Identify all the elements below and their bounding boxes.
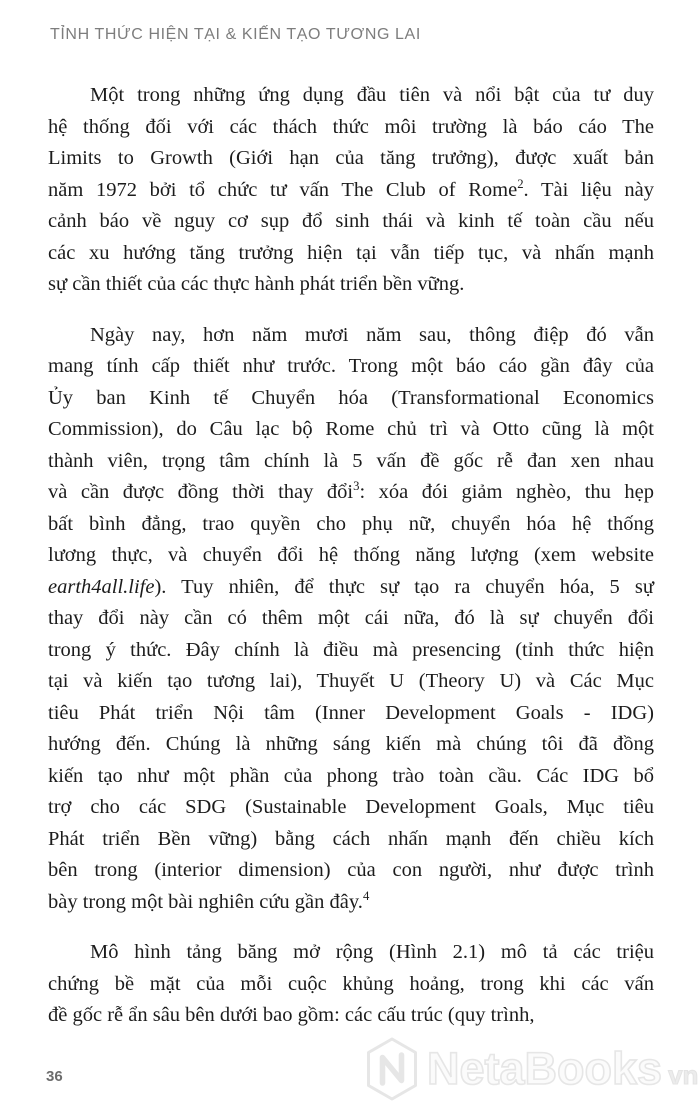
text-line: tiêu Phát triển Nội tâm (Inner Development Goals - IDG) xyxy=(48,701,654,724)
text-line: bày trong một bài nghiên cứu gần đây.$^4$ xyxy=(48,888,370,913)
netabooks-watermark xyxy=(364,1036,698,1102)
text-line: kiến tạo như một phần của phong trào toàn cầu. Các IDG bổ xyxy=(48,764,654,787)
text-line: Limits to Growth (Giới hạn của tăng trưởng), được xuất bản xyxy=(48,147,654,169)
paragraph xyxy=(48,320,654,919)
paragraph xyxy=(48,937,654,1032)
text-line: mang tính cấp thiết như trước. Trong một báo cáo gần đây của xyxy=(48,355,654,377)
text-line: Ngày nay, hơn năm mươi năm sau, thông điệp đó vẫn xyxy=(90,323,654,346)
netabooks-hexagon-n-icon xyxy=(364,1036,420,1102)
text-line: bên trong (interior dimension) của con người, như được trình xyxy=(48,859,654,881)
text-line: Một trong những ứng dụng đầu tiên và nổi bật của tư duy xyxy=(90,84,654,106)
text-line: trợ cho các SDG (Sustainable Development Goals, Mục tiêu xyxy=(48,796,654,818)
text-line: lương thực, và chuyển đổi hệ thống năng lượng (xem website xyxy=(48,544,654,566)
text-line: bất bình đẳng, trao quyền cho phụ nữ, chuyển hóa hệ thống xyxy=(48,512,654,535)
paragraph xyxy=(48,80,654,301)
text-line: đề gốc rễ ẩn sâu bên dưới bao gồm: các cấu trúc (quy trình, xyxy=(48,1004,535,1026)
text-line: cảnh báo về nguy cơ sụp đổ sinh thái và kinh tế toàn cầu nếu xyxy=(48,210,654,232)
watermark-text xyxy=(427,1043,698,1095)
text-line: Phát triển Bền vững) bằng cách nhấn mạnh đến chiều kích xyxy=(48,827,654,850)
running-header: TỈNH THỨC HIỆN TẠI & KIẾN TẠO TƯƠNG LAI xyxy=(50,26,421,43)
text-line: tại và kiến tạo tương lai), Thuyết U (Theory U) và Các Mục xyxy=(48,670,654,692)
text-line: Ủy ban Kinh tế Chuyển hóa (Transformational Economics xyxy=(48,386,654,409)
text-line: earth4all.life). Tuy nhiên, để thực sự tạo ra chuyển hóa, 5 sự xyxy=(48,575,654,598)
text-line: các xu hướng tăng trưởng hiện tại vẫn tiếp tục, và nhấn mạnh xyxy=(48,241,654,264)
text-line: hệ thống đối với các thách thức môi trường là báo cáo The xyxy=(48,115,654,138)
text-line: năm 1972 bởi tổ chức tư vấn The Club of Rome$^2$. Tài liệu này xyxy=(48,176,654,201)
page-number: 36 xyxy=(46,1068,63,1085)
text-line: hướng đến. Chúng là những sáng kiến mà chúng tôi đã đồng xyxy=(48,733,654,755)
text-line: Commission), do Câu lạc bộ Rome chủ trì và Otto cũng là một xyxy=(48,418,654,440)
text-line: chứng bề mặt của mỗi cuộc khủng hoảng, trong khi các vấn xyxy=(48,972,654,995)
text-line: và cần được đồng thời thay đổi$^3$: xóa đói giảm nghèo, thu hẹp xyxy=(48,479,654,503)
text-line: Mô hình tảng băng mở rộng (Hình 2.1) mô tả các triệu xyxy=(90,941,654,963)
text-line: thay đổi này cần có thêm một cái nữa, đó là sự chuyển đổi xyxy=(48,607,654,629)
body-text xyxy=(48,80,654,1032)
watermark-suffix: vn xyxy=(668,1060,699,1090)
text-line: thành viên, trọng tâm chính là 5 vấn đề gốc rễ đan xen nhau xyxy=(48,449,654,472)
watermark-brand: NetaBooks xyxy=(427,1043,663,1094)
text-line: trong ý thức. Đây chính là điều mà presencing (tỉnh thức hiện xyxy=(48,638,654,661)
text-line: sự cần thiết của các thực hành phát triển bền vững. xyxy=(48,273,465,295)
